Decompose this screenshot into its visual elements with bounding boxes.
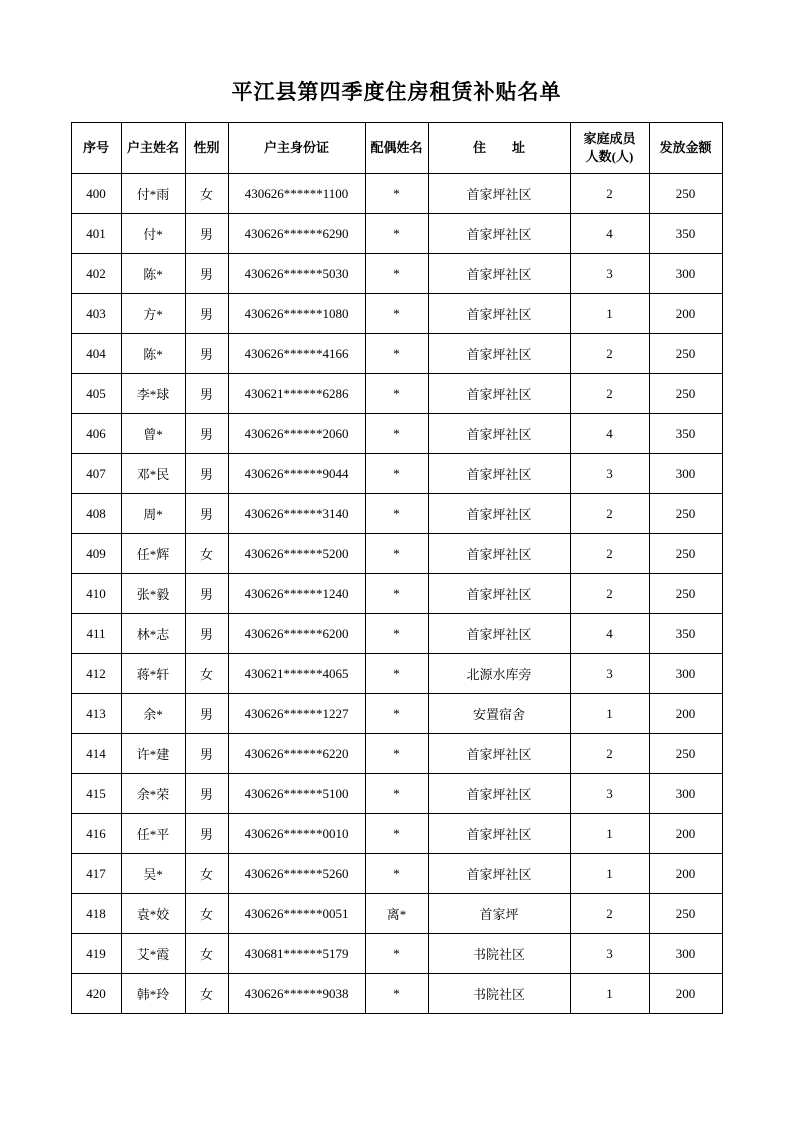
cell-spouse-name: * bbox=[365, 694, 428, 734]
cell-family-members: 3 bbox=[570, 934, 649, 974]
cell-spouse-name: * bbox=[365, 934, 428, 974]
cell-address: 首家坪社区 bbox=[428, 254, 570, 294]
cell-family-members: 2 bbox=[570, 174, 649, 214]
cell-household-name: 张*毅 bbox=[121, 574, 185, 614]
subsidy-table bbox=[71, 122, 723, 1014]
cell-id-number: 430626******5100 bbox=[228, 774, 365, 814]
cell-family-members: 2 bbox=[570, 374, 649, 414]
cell-family-members: 1 bbox=[570, 814, 649, 854]
cell-gender: 女 bbox=[185, 854, 228, 894]
cell-id-number: 430626******3140 bbox=[228, 494, 365, 534]
cell-amount: 300 bbox=[649, 934, 722, 974]
cell-spouse-name: * bbox=[365, 534, 428, 574]
cell-serial-number: 414 bbox=[71, 734, 121, 774]
cell-amount: 200 bbox=[649, 814, 722, 854]
cell-address: 首家坪社区 bbox=[428, 294, 570, 334]
cell-household-name: 许*建 bbox=[121, 734, 185, 774]
table-row bbox=[71, 214, 722, 254]
cell-serial-number: 409 bbox=[71, 534, 121, 574]
cell-amount: 200 bbox=[649, 974, 722, 1014]
cell-id-number: 430621******6286 bbox=[228, 374, 365, 414]
cell-gender: 男 bbox=[185, 454, 228, 494]
cell-id-number: 430626******0010 bbox=[228, 814, 365, 854]
cell-serial-number: 416 bbox=[71, 814, 121, 854]
cell-amount: 300 bbox=[649, 454, 722, 494]
cell-family-members: 3 bbox=[570, 774, 649, 814]
cell-amount: 250 bbox=[649, 334, 722, 374]
cell-amount: 250 bbox=[649, 534, 722, 574]
cell-address: 首家坪社区 bbox=[428, 534, 570, 574]
cell-address: 首家坪 bbox=[428, 894, 570, 934]
cell-family-members: 1 bbox=[570, 974, 649, 1014]
cell-gender: 男 bbox=[185, 214, 228, 254]
cell-id-number: 430626******5200 bbox=[228, 534, 365, 574]
header-amount: 发放金额 bbox=[649, 123, 722, 174]
cell-spouse-name: * bbox=[365, 414, 428, 454]
table-row bbox=[71, 814, 722, 854]
cell-serial-number: 419 bbox=[71, 934, 121, 974]
cell-serial-number: 402 bbox=[71, 254, 121, 294]
cell-family-members: 2 bbox=[570, 334, 649, 374]
cell-amount: 250 bbox=[649, 494, 722, 534]
cell-spouse-name: * bbox=[365, 174, 428, 214]
header-row bbox=[71, 123, 722, 174]
table-row bbox=[71, 294, 722, 334]
cell-address: 北源水库旁 bbox=[428, 654, 570, 694]
table-row bbox=[71, 374, 722, 414]
cell-household-name: 陈* bbox=[121, 334, 185, 374]
cell-id-number: 430681******5179 bbox=[228, 934, 365, 974]
cell-household-name: 蒋*轩 bbox=[121, 654, 185, 694]
cell-gender: 女 bbox=[185, 974, 228, 1014]
cell-household-name: 周* bbox=[121, 494, 185, 534]
cell-amount: 300 bbox=[649, 774, 722, 814]
cell-household-name: 李*球 bbox=[121, 374, 185, 414]
cell-gender: 男 bbox=[185, 694, 228, 734]
cell-family-members: 1 bbox=[570, 854, 649, 894]
cell-spouse-name: * bbox=[365, 494, 428, 534]
cell-amount: 200 bbox=[649, 854, 722, 894]
cell-id-number: 430626******9044 bbox=[228, 454, 365, 494]
table-row bbox=[71, 974, 722, 1014]
cell-spouse-name: * bbox=[365, 334, 428, 374]
cell-address: 安置宿舍 bbox=[428, 694, 570, 734]
cell-amount: 200 bbox=[649, 294, 722, 334]
cell-amount: 350 bbox=[649, 214, 722, 254]
cell-id-number: 430626******5030 bbox=[228, 254, 365, 294]
cell-household-name: 付* bbox=[121, 214, 185, 254]
table-row bbox=[71, 574, 722, 614]
cell-id-number: 430626******9038 bbox=[228, 974, 365, 1014]
cell-spouse-name: * bbox=[365, 854, 428, 894]
cell-gender: 女 bbox=[185, 534, 228, 574]
header-family-members: 家庭成员 人数(人) bbox=[570, 123, 649, 174]
cell-family-members: 2 bbox=[570, 574, 649, 614]
cell-gender: 男 bbox=[185, 374, 228, 414]
cell-family-members: 4 bbox=[570, 414, 649, 454]
header-id-number: 户主身份证 bbox=[228, 123, 365, 174]
cell-id-number: 430626******1100 bbox=[228, 174, 365, 214]
cell-address: 首家坪社区 bbox=[428, 614, 570, 654]
cell-gender: 男 bbox=[185, 494, 228, 534]
cell-id-number: 430626******6220 bbox=[228, 734, 365, 774]
cell-serial-number: 410 bbox=[71, 574, 121, 614]
cell-address: 首家坪社区 bbox=[428, 214, 570, 254]
table-row bbox=[71, 934, 722, 974]
cell-address: 首家坪社区 bbox=[428, 334, 570, 374]
cell-address: 首家坪社区 bbox=[428, 174, 570, 214]
cell-serial-number: 400 bbox=[71, 174, 121, 214]
cell-spouse-name: * bbox=[365, 294, 428, 334]
cell-spouse-name: * bbox=[365, 254, 428, 294]
table-row bbox=[71, 894, 722, 934]
cell-serial-number: 412 bbox=[71, 654, 121, 694]
cell-amount: 250 bbox=[649, 734, 722, 774]
cell-amount: 250 bbox=[649, 574, 722, 614]
cell-household-name: 余*荣 bbox=[121, 774, 185, 814]
cell-serial-number: 407 bbox=[71, 454, 121, 494]
table-header bbox=[71, 123, 722, 174]
cell-gender: 男 bbox=[185, 574, 228, 614]
cell-amount: 250 bbox=[649, 174, 722, 214]
page-title: 平江县第四季度住房租赁补贴名单 bbox=[231, 81, 562, 104]
cell-household-name: 吴* bbox=[121, 854, 185, 894]
cell-amount: 350 bbox=[649, 414, 722, 454]
table-row bbox=[71, 734, 722, 774]
cell-id-number: 430626******0051 bbox=[228, 894, 365, 934]
cell-spouse-name: * bbox=[365, 574, 428, 614]
cell-gender: 女 bbox=[185, 934, 228, 974]
cell-household-name: 任*辉 bbox=[121, 534, 185, 574]
cell-gender: 男 bbox=[185, 614, 228, 654]
cell-id-number: 430621******4065 bbox=[228, 654, 365, 694]
cell-spouse-name: * bbox=[365, 734, 428, 774]
cell-serial-number: 406 bbox=[71, 414, 121, 454]
cell-amount: 300 bbox=[649, 254, 722, 294]
cell-address: 首家坪社区 bbox=[428, 574, 570, 614]
cell-address: 书院社区 bbox=[428, 934, 570, 974]
cell-serial-number: 418 bbox=[71, 894, 121, 934]
cell-id-number: 430626******2060 bbox=[228, 414, 365, 454]
cell-serial-number: 404 bbox=[71, 334, 121, 374]
cell-gender: 男 bbox=[185, 294, 228, 334]
cell-household-name: 陈* bbox=[121, 254, 185, 294]
cell-amount: 200 bbox=[649, 694, 722, 734]
cell-gender: 男 bbox=[185, 254, 228, 294]
cell-family-members: 3 bbox=[570, 254, 649, 294]
cell-serial-number: 420 bbox=[71, 974, 121, 1014]
cell-address: 首家坪社区 bbox=[428, 854, 570, 894]
cell-household-name: 艾*霞 bbox=[121, 934, 185, 974]
header-gender: 性别 bbox=[185, 123, 228, 174]
table-row bbox=[71, 654, 722, 694]
cell-id-number: 430626******1240 bbox=[228, 574, 365, 614]
cell-family-members: 1 bbox=[570, 694, 649, 734]
cell-family-members: 2 bbox=[570, 534, 649, 574]
cell-family-members: 4 bbox=[570, 614, 649, 654]
header-address: 住 址 bbox=[428, 123, 570, 174]
header-spouse-name: 配偶姓名 bbox=[365, 123, 428, 174]
cell-address: 首家坪社区 bbox=[428, 454, 570, 494]
cell-spouse-name: * bbox=[365, 654, 428, 694]
cell-address: 首家坪社区 bbox=[428, 734, 570, 774]
cell-serial-number: 401 bbox=[71, 214, 121, 254]
cell-spouse-name: * bbox=[365, 974, 428, 1014]
cell-address: 首家坪社区 bbox=[428, 814, 570, 854]
cell-serial-number: 415 bbox=[71, 774, 121, 814]
cell-id-number: 430626******6200 bbox=[228, 614, 365, 654]
cell-gender: 男 bbox=[185, 734, 228, 774]
cell-household-name: 方* bbox=[121, 294, 185, 334]
cell-address: 首家坪社区 bbox=[428, 774, 570, 814]
cell-household-name: 曾* bbox=[121, 414, 185, 454]
cell-household-name: 余* bbox=[121, 694, 185, 734]
table-row bbox=[71, 334, 722, 374]
table-row bbox=[71, 854, 722, 894]
cell-address: 首家坪社区 bbox=[428, 414, 570, 454]
table-row bbox=[71, 414, 722, 454]
cell-amount: 250 bbox=[649, 894, 722, 934]
cell-id-number: 430626******5260 bbox=[228, 854, 365, 894]
cell-household-name: 任*平 bbox=[121, 814, 185, 854]
cell-id-number: 430626******6290 bbox=[228, 214, 365, 254]
cell-serial-number: 417 bbox=[71, 854, 121, 894]
table-row bbox=[71, 534, 722, 574]
cell-family-members: 3 bbox=[570, 654, 649, 694]
cell-gender: 男 bbox=[185, 814, 228, 854]
cell-family-members: 1 bbox=[570, 294, 649, 334]
table-row bbox=[71, 254, 722, 294]
cell-spouse-name: * bbox=[365, 214, 428, 254]
cell-id-number: 430626******4166 bbox=[228, 334, 365, 374]
cell-household-name: 邓*民 bbox=[121, 454, 185, 494]
table-row bbox=[71, 454, 722, 494]
cell-gender: 女 bbox=[185, 174, 228, 214]
cell-amount: 350 bbox=[649, 614, 722, 654]
cell-amount: 300 bbox=[649, 654, 722, 694]
cell-serial-number: 408 bbox=[71, 494, 121, 534]
table-body bbox=[71, 174, 722, 1014]
cell-family-members: 2 bbox=[570, 734, 649, 774]
cell-id-number: 430626******1227 bbox=[228, 694, 365, 734]
table-row bbox=[71, 174, 722, 214]
cell-spouse-name: * bbox=[365, 614, 428, 654]
cell-household-name: 林*志 bbox=[121, 614, 185, 654]
cell-gender: 男 bbox=[185, 334, 228, 374]
cell-gender: 男 bbox=[185, 774, 228, 814]
cell-gender: 女 bbox=[185, 894, 228, 934]
cell-spouse-name: * bbox=[365, 814, 428, 854]
cell-address: 首家坪社区 bbox=[428, 494, 570, 534]
cell-spouse-name: * bbox=[365, 774, 428, 814]
cell-gender: 女 bbox=[185, 654, 228, 694]
cell-family-members: 4 bbox=[570, 214, 649, 254]
cell-household-name: 付*雨 bbox=[121, 174, 185, 214]
cell-gender: 男 bbox=[185, 414, 228, 454]
cell-address: 首家坪社区 bbox=[428, 374, 570, 414]
cell-id-number: 430626******1080 bbox=[228, 294, 365, 334]
cell-family-members: 3 bbox=[570, 454, 649, 494]
table-row bbox=[71, 694, 722, 734]
cell-serial-number: 411 bbox=[71, 614, 121, 654]
cell-amount: 250 bbox=[649, 374, 722, 414]
cell-spouse-name: 离* bbox=[365, 894, 428, 934]
cell-serial-number: 413 bbox=[71, 694, 121, 734]
cell-serial-number: 405 bbox=[71, 374, 121, 414]
cell-spouse-name: * bbox=[365, 374, 428, 414]
header-household-name: 户主姓名 bbox=[121, 123, 185, 174]
cell-serial-number: 403 bbox=[71, 294, 121, 334]
cell-household-name: 韩*玲 bbox=[121, 974, 185, 1014]
cell-household-name: 袁*姣 bbox=[121, 894, 185, 934]
table-row bbox=[71, 614, 722, 654]
cell-address: 书院社区 bbox=[428, 974, 570, 1014]
header-serial-number: 序号 bbox=[71, 123, 121, 174]
table-row bbox=[71, 494, 722, 534]
cell-family-members: 2 bbox=[570, 494, 649, 534]
cell-spouse-name: * bbox=[365, 454, 428, 494]
table-row bbox=[71, 774, 722, 814]
cell-family-members: 2 bbox=[570, 894, 649, 934]
